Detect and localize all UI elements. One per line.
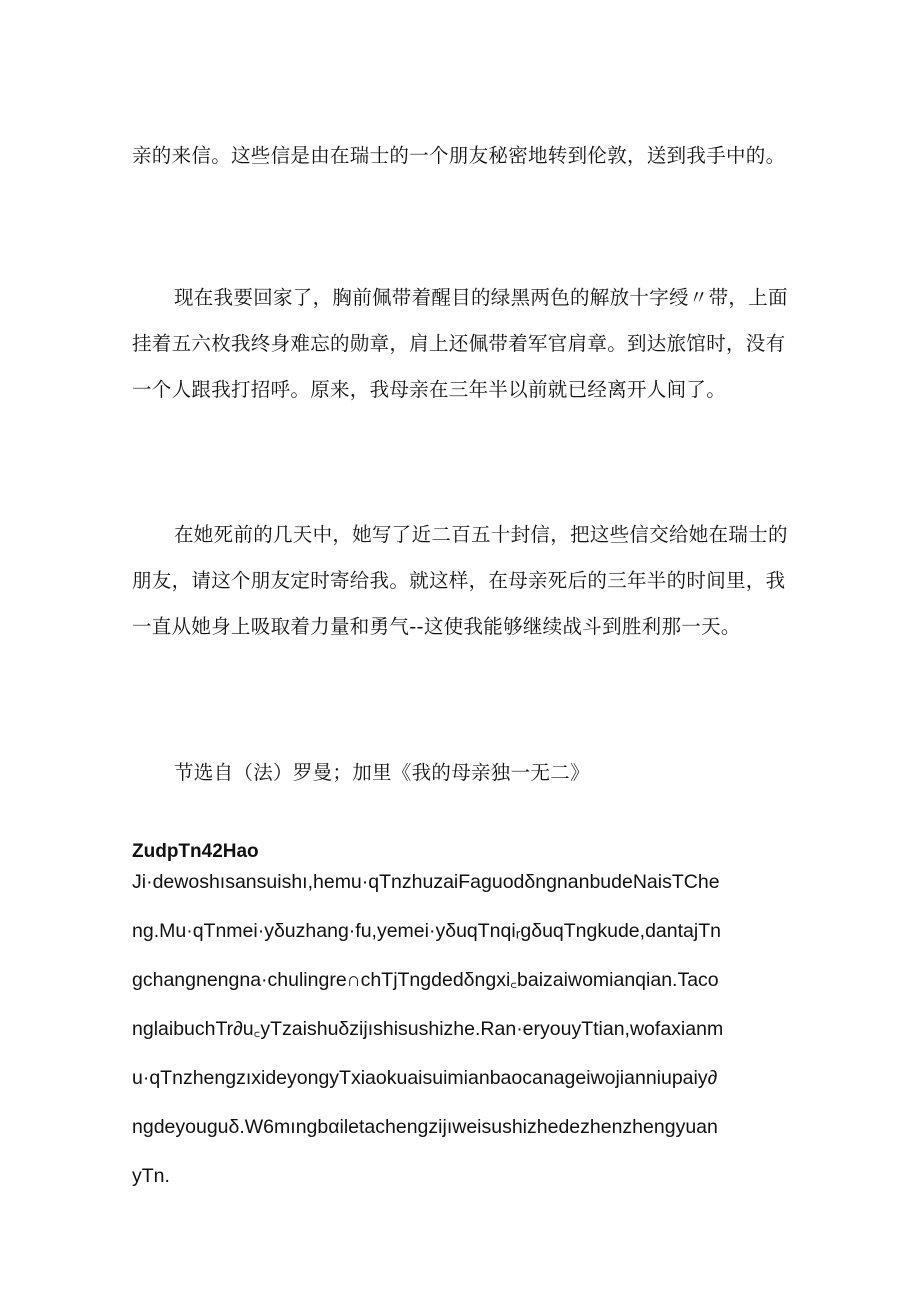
paragraph-returning-home bbox=[132, 275, 792, 413]
paragraph-mother-letters bbox=[132, 512, 792, 650]
citation-text: 节选自（法）罗曼；加里《我的母亲独一无二》 bbox=[174, 761, 590, 784]
source-citation bbox=[174, 750, 834, 796]
text-line: 亲的来信。这些信是由在瑞士的一个朋友秘密地转到伦敦，送到我手中的。 bbox=[132, 144, 786, 167]
pinyin-line: Ji·dewoshısansuishı,hemu·qTnzhuzaiFaguodδngnanbudeNaisTChe bbox=[132, 871, 720, 893]
pinyin-line: nglaibuchTr∂u꜀yTzaishuδzijıshisushizhe.Ran·eryouyTtian,wofaxianm bbox=[132, 1018, 724, 1040]
text-line: 在她死前的几天中，她写了近二百五十封信，把这些信交给她在瑞士的 bbox=[174, 523, 788, 546]
pinyin-section-title: ZudpTn42Hao bbox=[132, 841, 259, 862]
text-line: 一直从她身上吸取着力量和勇气--这使我能够继续战斗到胜利那一天。 bbox=[132, 615, 741, 638]
text-line: 一个人跟我打招呼。原来，我母亲在三年半以前就已经离开人间了。 bbox=[132, 378, 727, 401]
text-line: 现在我要回家了，胸前佩带着醒目的绿黑两色的解放十字绶〃带，上面 bbox=[174, 286, 788, 309]
pinyin-line: gchangnengna·chulingre∩chTjTngdedδngxi꜀baizaiwomianqian.Taco bbox=[132, 969, 719, 991]
pinyin-paragraph bbox=[132, 858, 792, 1201]
pinyin-line: yTn. bbox=[132, 1165, 170, 1187]
text-line: 朋友，请这个朋友定时寄给我。就这样，在母亲死后的三年半的时间里，我 bbox=[132, 569, 786, 592]
text-line: 挂着五六枚我终身难忘的勋章，肩上还佩带着军官肩章。到达旅馆时，没有 bbox=[132, 332, 786, 355]
pinyin-line: ngdeyouguδ.W6mıngbαiletachengzijıweisushizhedezhenzhengyuan bbox=[132, 1116, 718, 1138]
pinyin-line: ng.Mu·qTnmei·yδuzhang·fu,yemei·yδuqTnqiᵣgδuqTngkude,dantajTn bbox=[132, 920, 721, 942]
paragraph-letters-arrived bbox=[132, 133, 792, 179]
pinyin-line: u·qTnzhengzıxideyongyTxiaokuaisuimianbaocanageiwojianniupaiy∂ bbox=[132, 1067, 718, 1089]
